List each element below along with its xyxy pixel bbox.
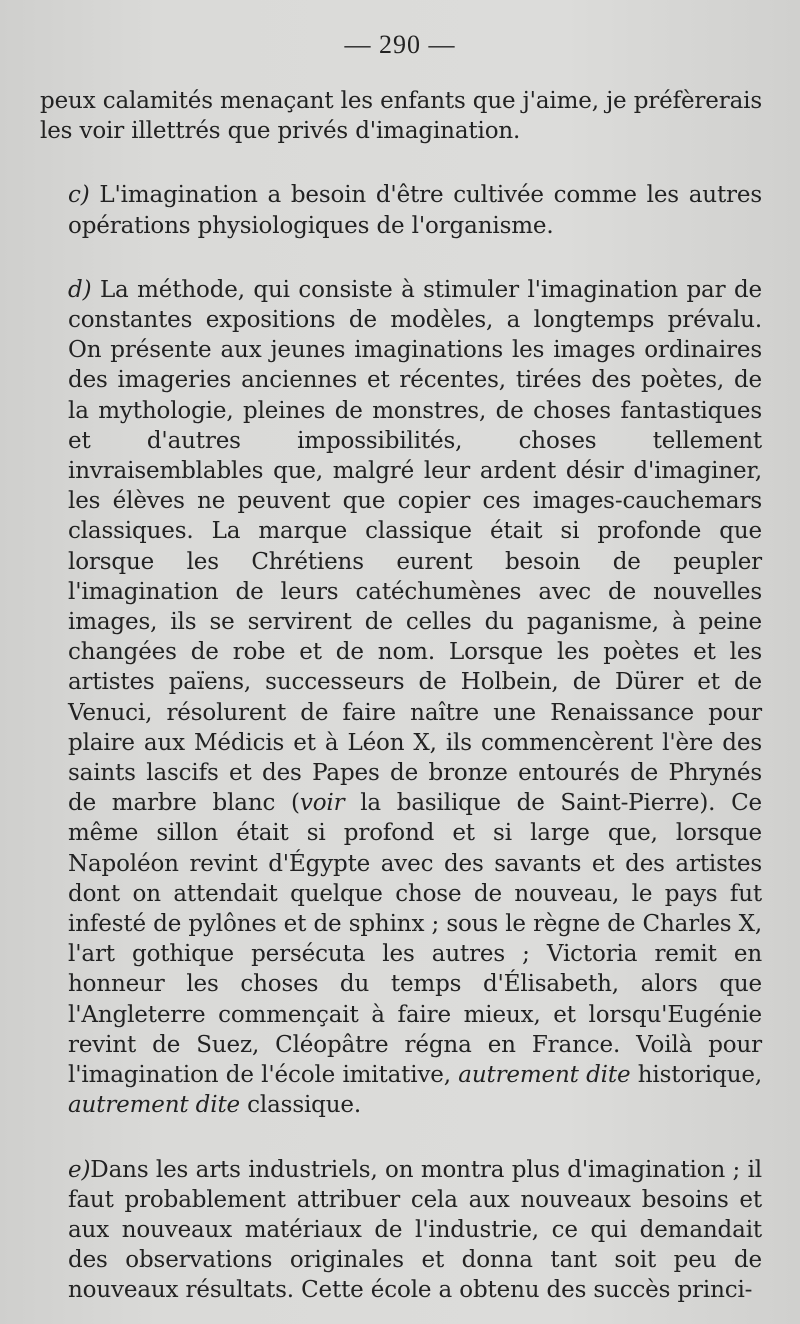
paragraph-marker-c: c) xyxy=(68,182,90,209)
page-body xyxy=(40,86,762,1306)
paragraph-text: La méthode, qui consiste à stimuler l'imagination par de constantes expositions de modèles, a longtemps prévalu. On présente aux jeunes imaginations les images ordinaires des imageries anciennes et récentes, tirées des poètes, de la mythologie, pleines de monstres, de choses fantastiques et d'autres impossibilités, choses tellement invraisemblables que, malgré leur ardent désir d'imaginer, les élèves ne peuvent que copier ces images-cauchemars classiques. La marque classique était si profonde que lorsque les Chrétiens eurent besoin de peupler l'imagination de leurs catéchumènes avec de nouvelles images, ils se servirent de celles du paganisme, à peine changées de robe et de nom. Lorsque les poètes et les artistes païens, successeurs de Holbein, de Dürer et de Venuci, résolurent de faire naître une Renaissance pour plaire aux Médicis et à Léon X, ils commencèrent l'ère des saints lascifs et des Papes de bronze entourés de Phrynés de marbre blanc ( xyxy=(68,276,762,817)
italic-voir: voir xyxy=(299,790,345,817)
paragraph-text: Dans les arts industriels, on montra plus d'imagination ; il faut probablement attribuer cela aux nouveaux besoins et aux nouveaux matériaux de l'industrie, ce qui demandait des observations originales et donna tant soit peu de nouveaux résultats. Cette école a obtenu des succès princi- xyxy=(68,1156,762,1304)
paragraph-text: la basilique de Saint-Pierre). Ce même sillon était si profond et si large que, lorsque Napoléon revint d'Égypte avec des savants et des artistes dont on attendait quelque chose de nouveau, le pays fut infesté de pylônes et de sphinx ; sous le règne de Charles X, l'art gothique persécuta les autres ; Victoria remit en honneur les choses du temps d'Élisabeth, alors que l'Angleterre commençait à faire mieux, et lorsqu'Eugénie revint de Suez, Cléopâtre régna en France. Voilà pour l'imagination de l'école imitative, xyxy=(68,790,762,1089)
paragraph-text: peux calamités menaçant les enfants que j'aime, je préfèrerais les voir illettrés que privés d'imagination. xyxy=(40,88,762,145)
paragraph-marker-d: d) xyxy=(68,276,92,303)
paragraph-continuation xyxy=(40,86,762,146)
paragraph-text: historique, xyxy=(630,1062,762,1089)
paragraph-marker-e: e) xyxy=(68,1156,91,1183)
italic-autrement-dite-1: autrement dite xyxy=(458,1062,631,1089)
italic-autrement-dite-2: autrement dite xyxy=(68,1092,240,1119)
page-number: — 290 — xyxy=(344,30,456,59)
paragraph-d xyxy=(40,275,762,1121)
paragraph-e xyxy=(40,1155,762,1306)
paragraph-text: classique. xyxy=(240,1092,362,1119)
paragraph-c xyxy=(40,180,762,240)
paragraph-text: L'imagination a besoin d'être cultivée comme les autres opérations physiologiques de l'organisme. xyxy=(68,182,762,239)
